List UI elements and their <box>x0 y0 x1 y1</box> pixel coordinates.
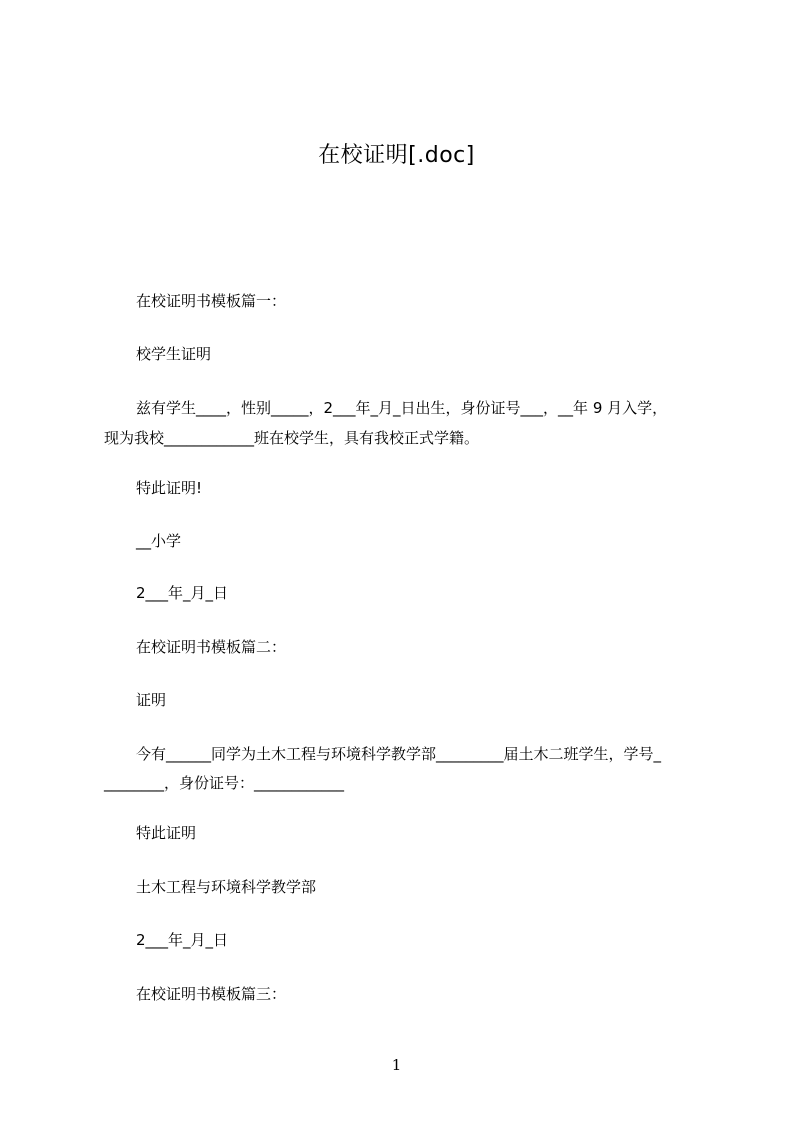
section1-body-line2: 现为我校____________班在校学生，具有我校正式学籍。 <box>104 429 480 447</box>
section3-heading: 在校证明书模板篇三： <box>136 985 287 1003</box>
section2-subtitle: 证明 <box>136 691 167 709</box>
section1-body-line1: 兹有学生____，性别_____，2___年_月_日出生，身份证号___，__年 9 月入学， <box>136 399 668 417</box>
document-title: 在校证明[.doc] <box>318 143 475 168</box>
section2-body-line2: ________，身份证号：____________ <box>104 774 345 792</box>
section2-closing: 特此证明 <box>136 824 197 842</box>
section1-date: 2___年_月_日 <box>136 584 229 602</box>
section1-subtitle: 校学生证明 <box>136 345 212 363</box>
section1-closing: 特此证明! <box>136 479 203 497</box>
section1-heading: 在校证明书模板篇一： <box>136 292 287 310</box>
section2-signer: 土木工程与环境科学教学部 <box>136 878 317 896</box>
section2-date: 2___年_月_日 <box>136 931 229 949</box>
section2-body-line1: 今有______同学为土木工程与环境科学教学部_________届土木二班学生，学号_ <box>136 745 662 763</box>
section1-signer: __小学 <box>136 532 182 550</box>
page-number: 1 <box>391 1056 402 1074</box>
section2-heading: 在校证明书模板篇二： <box>136 638 287 656</box>
